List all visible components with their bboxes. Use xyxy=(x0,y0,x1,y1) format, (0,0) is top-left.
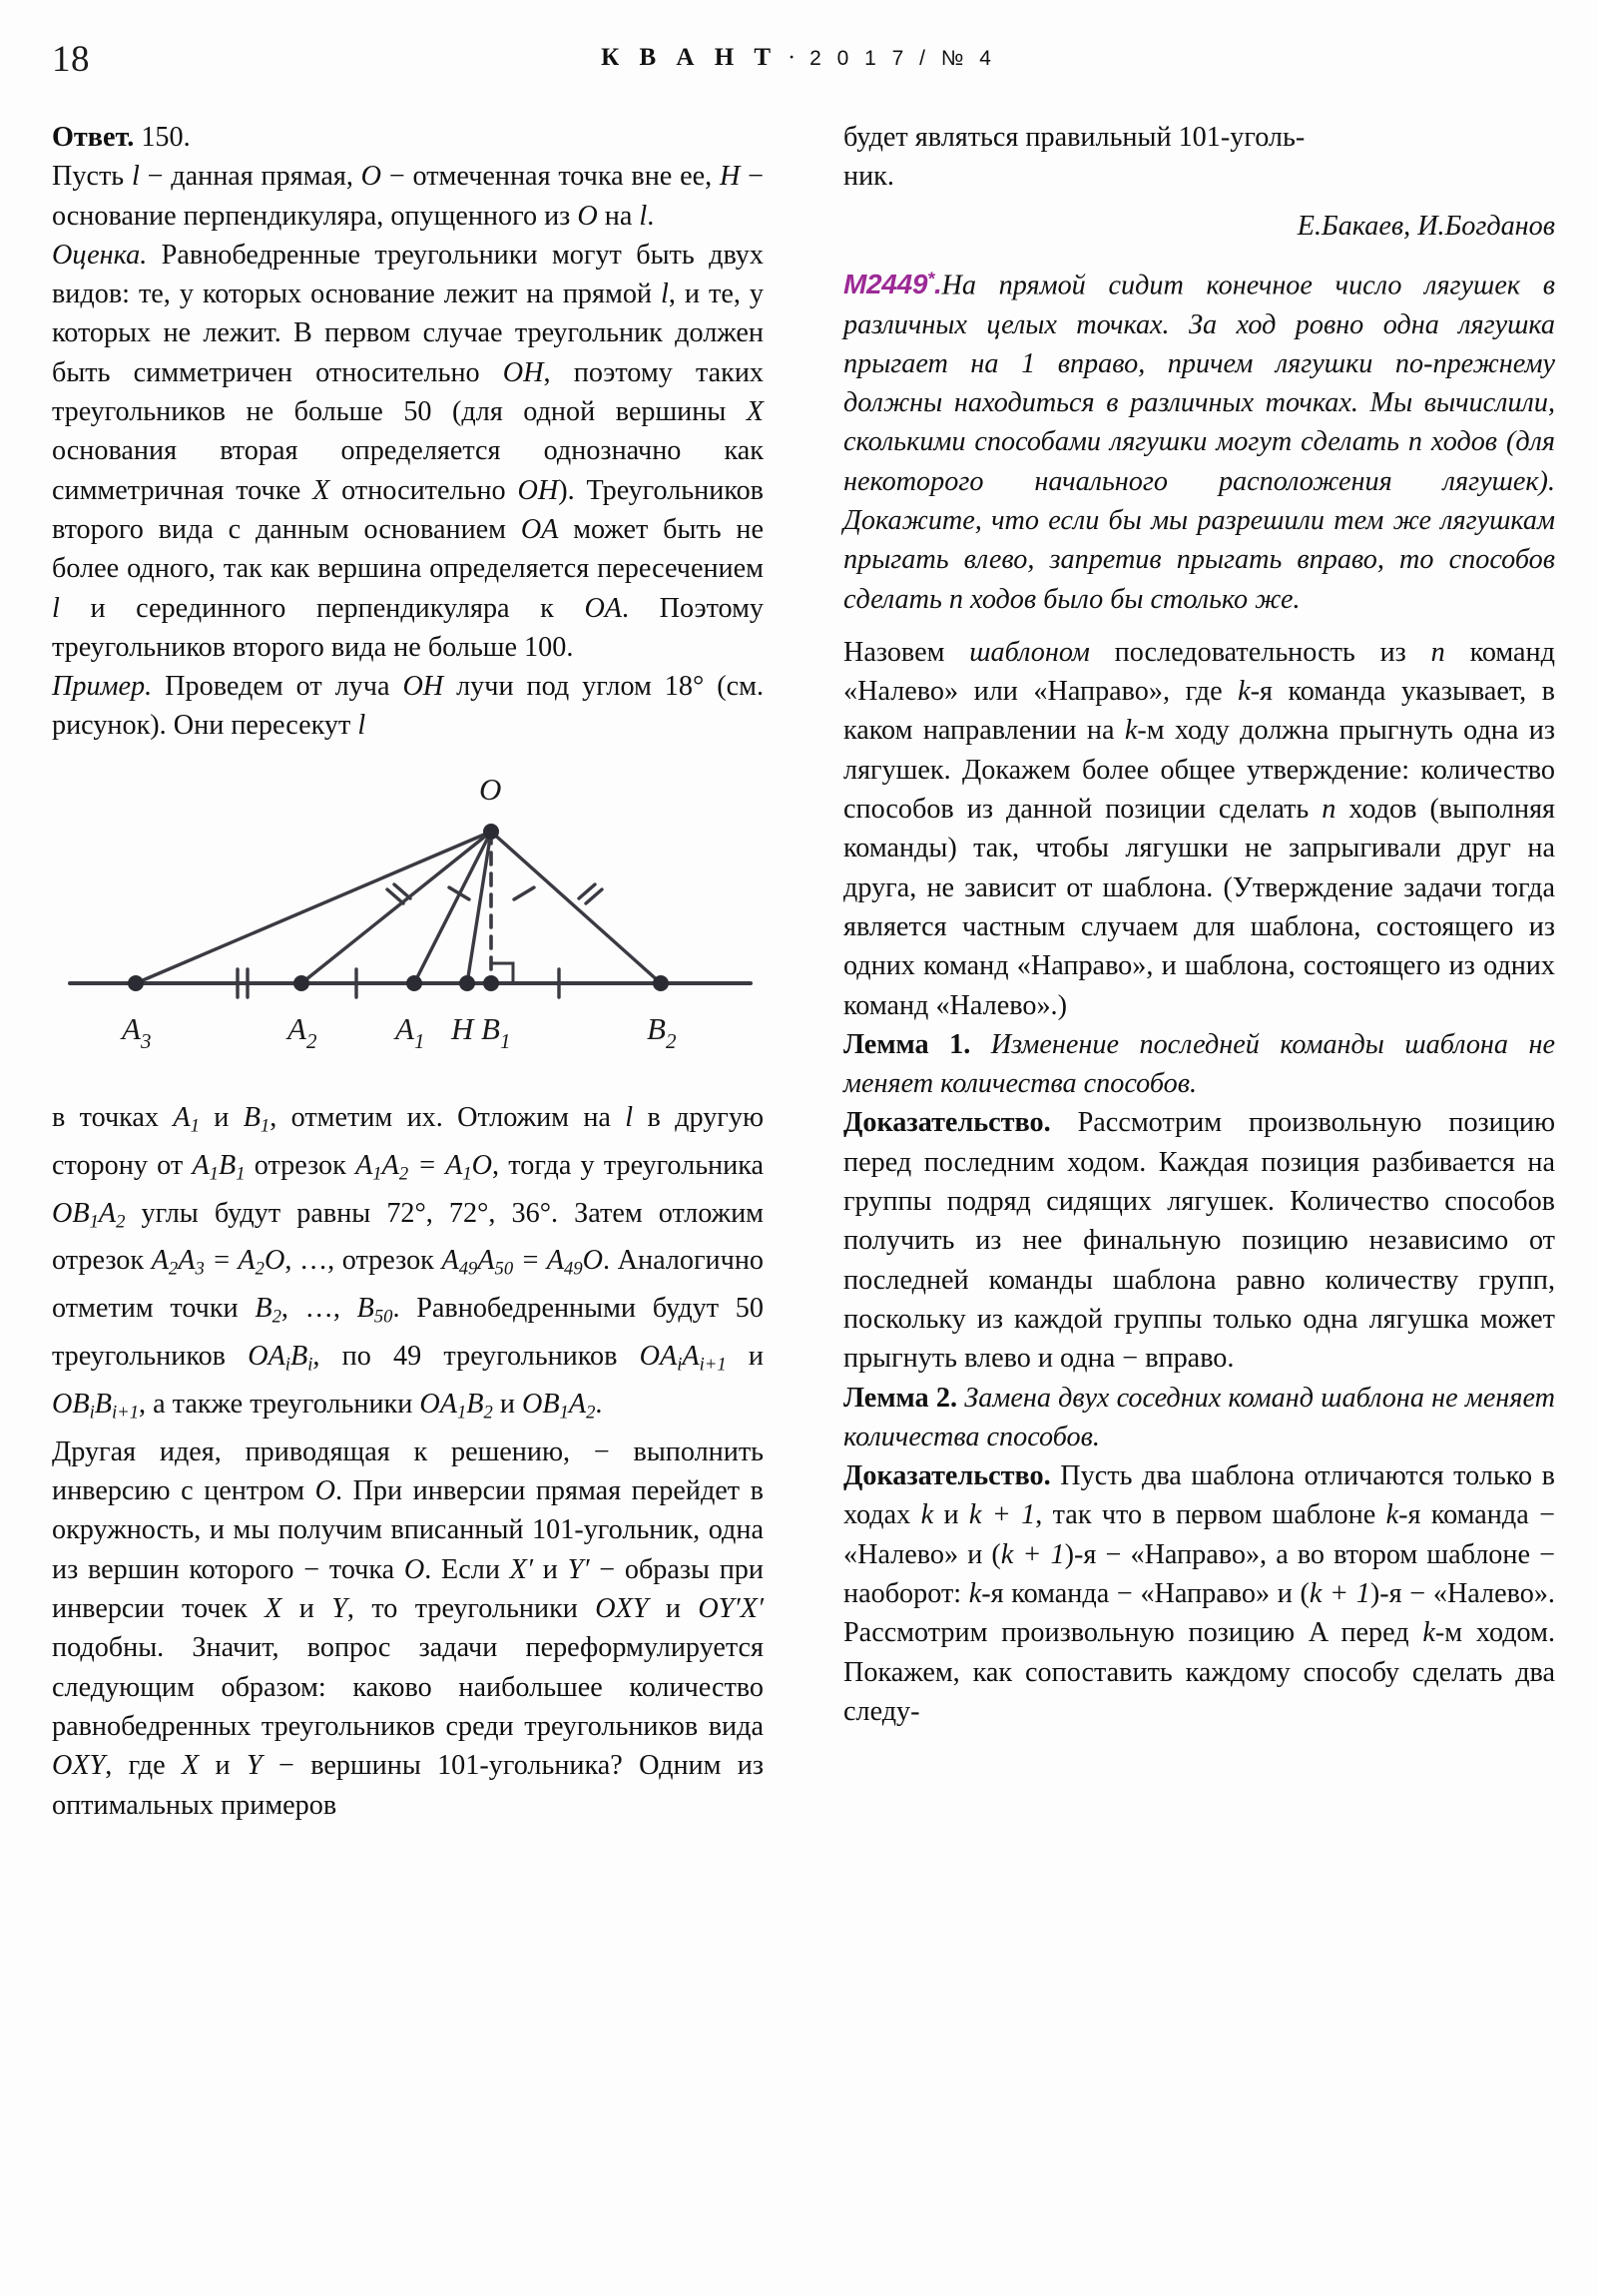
proof2-var-k: k xyxy=(920,1499,934,1531)
estimate-text-f: ). Треугольников второго вида с данным основанием xyxy=(52,474,764,545)
proof2-text-g: )-я − «Налево». Рассмотрим произвольную позицию A перед xyxy=(843,1578,1555,1649)
svg-text:A1: $A_1$ xyxy=(395,1010,425,1053)
lemma2-label: Лемма 2. xyxy=(843,1382,958,1414)
after-figure-paragraph: в точках $A_1$ и $B_1$, отметим их. Отложим на l в другую сторону от $A_1B_1$ отрезок $A_1A_2 = A_1O$, тогда у треугольника $OB_1A_2$ углы будут равны 72°, 72°, 36°. Затем отложим отрезок $A_2A_3 = A_2O$, …, отрезок $A_{49}A_{50} = A_{49}O$. Аналогично отметим точки $B_2$, …, $B_{50}$. Равнобедренными будут 50 треугольников $OA_iB_i$, по 49 треугольников $OA_iA_{i+1}$ и $OB_iB_{i+1}$, а также треугольники $OA_1B_2$ и $OB_1A_2$. xyxy=(52,1101,764,1424)
svg-text:B2: $B_2$ xyxy=(647,1010,677,1053)
svg-text:A3: $A_3$ xyxy=(122,1010,152,1053)
problem-star: * xyxy=(927,268,935,289)
estimate-label: Оценка. xyxy=(52,239,148,271)
setup-paragraph: Пусть l − данная прямая, O − отмеченная точка вне ее, H − основание перпендикуляра, опущенного из O на l. xyxy=(52,161,765,232)
proof-2-paragraph xyxy=(843,1456,1555,1731)
proof2-var-k6: k xyxy=(1422,1617,1435,1649)
otheridea-text-c: . Если xyxy=(424,1553,510,1585)
figure-label-O: O xyxy=(479,771,502,807)
afterfig-text-h: , …, отрезок xyxy=(284,1245,442,1277)
setup-text-1: Пусть xyxy=(52,161,132,193)
lemma2-text: Замена двух соседних команд шаблона не меняет количества способов. xyxy=(843,1382,1556,1452)
sol1-text-f: ходов (выполняя команды) так, чтобы лягушки не запрыгивали друг на друга, не зависит от шаблона. (Утверждение задачи тогда является частным случаем для шаблона, состоящего из одних команд «Направо», и шаблона, состоящего из одних команд «Налево».) xyxy=(843,794,1555,1021)
proof2-text-h: -м ходом. Покажем, как сопоставить каждому способу сделать два следу- xyxy=(843,1617,1556,1727)
afterfig-text-o: и xyxy=(492,1389,522,1420)
problem-id-label xyxy=(843,269,942,299)
example-label: Пример. xyxy=(52,671,153,703)
left-column xyxy=(52,118,764,1825)
estimate-text-e: относительно xyxy=(329,474,518,506)
afterfig-text-m: и xyxy=(726,1341,764,1373)
continuation-paragraph xyxy=(843,118,1555,157)
issue-label: 2 0 1 7 / № 4 xyxy=(809,47,996,70)
otheridea-text-k: и xyxy=(199,1750,247,1782)
journal-title: К В А Н Т xyxy=(601,44,779,71)
spacer xyxy=(843,619,1555,633)
page-number: 18 xyxy=(52,39,90,80)
estimate-text-h: и серединного перпендикуляра к xyxy=(59,592,585,624)
setup-text-3: − отмеченная точка вне ее, xyxy=(381,161,720,193)
otheridea-text-f: и xyxy=(281,1593,332,1625)
setup-text-4: − основание перпендикуляра, опущенного из xyxy=(52,161,765,232)
estimate-text-b: , и те, у которых не лежит. В первом случае треугольник должен быть симметричен относительно xyxy=(52,279,764,388)
otheridea-text-e: − образы при инверсии точек xyxy=(52,1553,764,1625)
lemma1-text: Изменение последней команды шаблона не меняет количества способов. xyxy=(843,1028,1556,1100)
otheridea-text-a: Другая идея, приводящая к решению, − выполнить инверсию с центром xyxy=(52,1435,764,1507)
afterfig-text-c: , отметим их. Отложим на xyxy=(269,1101,626,1133)
otheridea-text-b: . При инверсии прямая перейдет в окружность, и мы получим вписанный 101-угольник, одна из вершин которого − точка xyxy=(52,1475,764,1585)
proof2-var-k2: k xyxy=(1385,1499,1399,1531)
cont-line-2: ник. xyxy=(843,161,894,193)
problem-id-dot: . xyxy=(934,269,942,300)
answer-paragraph xyxy=(52,118,764,157)
sol1-var-k2: k xyxy=(1124,715,1138,747)
continuation-paragraph-2 xyxy=(843,157,1555,196)
proof2-var-k4: k xyxy=(968,1578,982,1609)
proof2-label: Доказательство. xyxy=(843,1460,1051,1492)
answer-value: 150. xyxy=(141,122,191,153)
problem-m2449 xyxy=(843,260,1555,619)
estimate-text-i: . Поэтому треугольников второго вида не больше 100. xyxy=(52,592,765,663)
proof-1-paragraph xyxy=(843,1103,1555,1378)
sol1-shablon-italic: шаблоном xyxy=(969,636,1090,668)
answer-label: Ответ. xyxy=(52,122,135,153)
afterfig-text-g: углы будут равны 72°, 72°, 36°. Затем отложим отрезок xyxy=(52,1197,764,1277)
right-column xyxy=(843,118,1555,1731)
header-separator: · xyxy=(788,45,800,71)
proof2-text-e: )-я − «Направо», а во втором шаблоне − наоборот: xyxy=(843,1538,1555,1609)
svg-text:H: H xyxy=(451,1010,474,1046)
other-idea-paragraph: Другая идея, приводящая к решению, − выполнить инверсию с центром O. При инверсии прямая перейдет в окружность, и мы получим вписанный 101-угольник, одна из вершин которого − точка O. Если X′ и Y′ − образы при инверсии точек X и Y, то треугольники OXY и OY′X′ подобны. Значит, вопрос задачи переформулируется следующим образом: каково наибольшее количество равнобедренных треугольников среди треугольников вида OXY, где X и Y − вершины 101-угольника? Одним из оптимальных примеров xyxy=(52,1435,765,1821)
svg-text:A2: $A_2$ xyxy=(287,1010,317,1053)
sol1-text-d: -я команда указывает, в каком направлении на xyxy=(843,676,1555,747)
setup-text-2: − данная прямая, xyxy=(139,161,361,193)
sol1-text-a: Назовем xyxy=(843,636,970,668)
proof2-text-c: , так что в первом шаблоне xyxy=(1035,1499,1386,1531)
example-text-a: Проведем от луча xyxy=(152,671,403,703)
afterfig-text-l: , по 49 треугольников xyxy=(312,1341,640,1373)
estimate-text-d: основания вторая определяется однозначно как симметричная точке xyxy=(52,435,764,506)
proof2-var-k3: k + 1 xyxy=(1000,1538,1065,1570)
example-paragraph: Пример. Проведем от луча OH лучи под углом 18° (см. рисунок). Они пересекут l xyxy=(52,671,765,742)
afterfig-text-n: , а также треугольники xyxy=(139,1389,420,1420)
proof2-text-a: Пусть два шаблона отличаются только в ходах xyxy=(843,1460,1555,1531)
journal-header xyxy=(0,44,1597,72)
solution-paragraph-1 xyxy=(843,633,1555,1025)
afterfig-text-j: , …, xyxy=(280,1293,357,1325)
otheridea-text-j: , где xyxy=(105,1750,182,1782)
proof1-label: Доказательство. xyxy=(843,1107,1051,1139)
proof2-var-k1: k + 1 xyxy=(968,1499,1036,1531)
estimate-text-c: , поэтому таких треугольников не больше 50 (для одной вершины xyxy=(52,356,764,428)
afterfig-text-i: . Аналогично отметим точки xyxy=(52,1245,764,1325)
afterfig-text-p: . xyxy=(595,1389,603,1420)
proof2-text-b: и xyxy=(933,1499,969,1531)
sol1-text-b: последовательность из xyxy=(1089,636,1431,668)
example-text-b: лучи под углом 18° (см. рисунок). Они пересекут xyxy=(52,671,765,742)
lemma1-label: Лемма 1. xyxy=(843,1028,971,1060)
problem-statement-text: На прямой сидит конечное число лягушек в различных целых точках. За ход ровно одна лягушка прыгает на 1 вправо, причем лягушки по-прежнему должны находиться в различных точках. Мы вычислили, сколькими способами лягушки могут сделать n ходов (для некоторого начального расположения лягушек). Докажите, что если бы мы разрешили тем же лягушкам прыгать влево, запретив прыгать вправо, то способов сделать n ходов было бы столько же. xyxy=(843,270,1555,615)
otheridea-text-l: − вершины 101-угольника? Одним из оптимальных примеров xyxy=(52,1750,765,1821)
sol1-text-c: команд «Налево» или «Направо», где xyxy=(843,636,1555,708)
sol1-var-k: k xyxy=(1238,676,1251,708)
otheridea-text-h: и xyxy=(648,1593,699,1625)
otheridea-text-i: подобны. Значит, вопрос задачи переформулируется следующим образом: каково наибольшее количество равнобедренных треугольников среди треугольников вида xyxy=(52,1632,764,1742)
authors-byline: Е.Бакаев, И.Богданов xyxy=(1297,210,1555,242)
setup-text-5: на xyxy=(597,200,640,232)
afterfig-text-e: отрезок xyxy=(245,1149,356,1181)
sol1-var-n2: n xyxy=(1322,794,1336,826)
running-head xyxy=(0,38,1597,88)
estimate-text-a: Равнобедренные треугольники могут быть двух видов: те, у которых основание лежит на прямой xyxy=(52,239,764,310)
svg-text:B1: $B_1$ xyxy=(481,1010,511,1053)
estimate-paragraph: Оценка. Равнобедренные треугольники могут быть двух видов: те, у которых основание лежит на прямой l, и те, у которых не лежит. В первом случае треугольник должен быть симметричен относительно OH, поэтому таких треугольников не больше 50 (для одной вершины X основания вторая определяется однозначно как симметричная точке X относительно OH). Треугольников второго вида с данным основанием OA может быть не более одного, так как вершина определяется пересечением l и серединного перпендикуляра к OA. Поэтому треугольников второго вида не больше 100. xyxy=(52,239,765,663)
geometry-figure xyxy=(52,752,764,1096)
problem-id-number: M2449 xyxy=(843,269,928,300)
lemma-2-paragraph xyxy=(843,1379,1555,1457)
proof2-text-d: -я команда − «Налево» и ( xyxy=(843,1499,1555,1570)
afterfig-text-k: . Равнобедренными будут 50 треугольников xyxy=(52,1293,764,1373)
afterfig-text-b: и xyxy=(199,1101,244,1133)
afterfig-text-d: в другую сторону от xyxy=(52,1101,764,1181)
cont-line-1: будет являться правильный 101-уголь- xyxy=(843,122,1306,153)
proof1-text: Рассмотрим произвольную позицию перед последним ходом. Каждая позиция разбивается на группы подряд сидящих лягушек. Количество способов получить из нее финальную позицию независимо от последней команды шаблона равно количеству групп, поскольку из каждой группы только одна лягушка может прыгнуть влево и одна − вправо. xyxy=(843,1107,1555,1375)
otheridea-text-g: , то треугольники xyxy=(346,1593,596,1625)
lemma-1-paragraph xyxy=(843,1025,1555,1104)
proof2-var-k5: k + 1 xyxy=(1309,1578,1370,1609)
afterfig-text-f: , тогда у треугольника xyxy=(492,1149,764,1181)
estimate-text-g: может быть не более одного, так как вершина определяется пересечением xyxy=(52,513,765,585)
sol1-var-n: n xyxy=(1430,636,1445,668)
proof2-text-f: -я команда − «Направо» и ( xyxy=(981,1578,1310,1609)
setup-text-6: . xyxy=(647,200,655,232)
sol1-text-e: -м ходу должна прыгнуть одна из лягушек. Докажем более общее утверждение: количество способов из данной позиции сделать xyxy=(843,715,1555,826)
afterfig-text-a: в точках xyxy=(52,1101,174,1133)
otheridea-text-d: и xyxy=(533,1553,568,1585)
